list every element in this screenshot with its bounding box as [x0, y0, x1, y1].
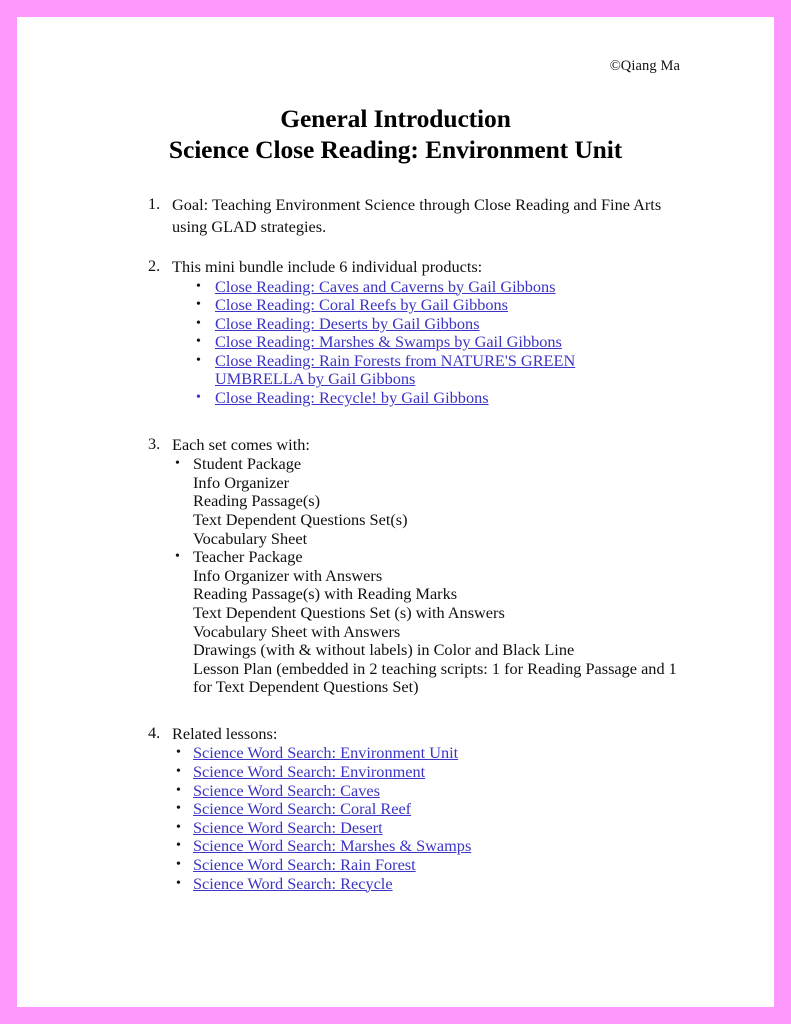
- list-number-3: 3.: [148, 433, 161, 453]
- bullet-icon: •: [196, 315, 201, 331]
- related-lessons-heading: Related lessons:: [172, 723, 278, 743]
- teacher-package-lines: [193, 567, 774, 697]
- list-item[interactable]: [17, 389, 774, 408]
- bullet-icon: •: [176, 875, 181, 891]
- list-item-bundle: [17, 256, 774, 278]
- link-word-search-coral-reef[interactable]: Science Word Search: Coral Reef: [193, 799, 412, 819]
- bundle-heading: This mini bundle include 6 individual products:: [172, 257, 483, 276]
- teacher-package-title: Teacher Package: [193, 547, 303, 567]
- list-number-4: 4.: [148, 722, 161, 742]
- list-item-related-lessons: [17, 723, 774, 745]
- link-close-reading-caves[interactable]: Close Reading: Caves and Caverns by Gail Gibbons: [215, 276, 556, 296]
- link-close-reading-coral-reefs[interactable]: Close Reading: Coral Reefs by Gail Gibbons: [215, 295, 509, 315]
- spacer: [17, 237, 774, 256]
- list-item[interactable]: [17, 837, 774, 856]
- goal-text: Goal: Teaching Environment Science through Close Reading and Fine Arts using GLAD strategies.: [172, 195, 662, 236]
- bullet-icon: •: [175, 456, 180, 472]
- document-content: [17, 194, 774, 893]
- bullet-icon: •: [175, 549, 180, 565]
- bullet-icon: •: [176, 782, 181, 798]
- list-item[interactable]: [17, 744, 774, 763]
- page-title: [17, 103, 774, 165]
- link-word-search-rain-forest[interactable]: Science Word Search: Rain Forest: [193, 854, 416, 874]
- link-close-reading-recycle[interactable]: Close Reading: Recycle! by Gail Gibbons: [215, 388, 489, 408]
- list-item-goal: [17, 194, 774, 237]
- package-line: Vocabulary Sheet: [193, 528, 308, 548]
- spacer: [17, 697, 774, 723]
- list-item: [17, 455, 774, 548]
- link-close-reading-rain-forests[interactable]: Close Reading: Rain Forests from NATURE'S GREEN UMBRELLA by Gail Gibbons: [215, 350, 576, 389]
- bullet-icon: •: [196, 352, 201, 368]
- copyright-notice: ©Qiang Ma: [609, 58, 680, 74]
- list-item[interactable]: [17, 352, 774, 389]
- package-line: Info Organizer with Answers: [193, 565, 383, 585]
- list-item[interactable]: [17, 800, 774, 819]
- list-item[interactable]: [17, 819, 774, 838]
- package-line: Reading Passage(s) with Reading Marks: [193, 584, 458, 604]
- bullet-icon: •: [196, 334, 201, 350]
- list-item-set-contents: [17, 434, 774, 456]
- link-word-search-recycle[interactable]: Science Word Search: Recycle: [193, 873, 393, 893]
- student-package-lines: [193, 474, 774, 548]
- document-page: [17, 17, 774, 1007]
- title-line-1: General Introduction: [280, 104, 511, 133]
- link-word-search-environment-unit[interactable]: Science Word Search: Environment Unit: [193, 743, 459, 763]
- link-word-search-caves[interactable]: Science Word Search: Caves: [193, 780, 380, 800]
- set-contents-heading: Each set comes with:: [172, 434, 310, 454]
- bullet-icon: •: [176, 838, 181, 854]
- list-item[interactable]: [17, 333, 774, 352]
- link-close-reading-deserts[interactable]: Close Reading: Deserts by Gail Gibbons: [215, 313, 480, 333]
- list-item[interactable]: [17, 296, 774, 315]
- link-word-search-marshes-swamps[interactable]: Science Word Search: Marshes & Swamps: [193, 836, 472, 856]
- link-close-reading-marshes-swamps[interactable]: Close Reading: Marshes & Swamps by Gail Gibbons: [215, 332, 562, 352]
- close-reading-link-list: [17, 278, 774, 408]
- list-item[interactable]: [17, 875, 774, 894]
- package-list: [17, 455, 774, 697]
- list-number-2: 2.: [148, 256, 161, 275]
- package-line: Lesson Plan (embedded in 2 teaching scripts: 1 for Reading Passage and 1 for Text Dependent Questions Set): [193, 658, 677, 697]
- student-package-title: Student Package: [193, 454, 302, 474]
- package-line: Text Dependent Questions Set (s) with Answers: [193, 602, 505, 622]
- bullet-icon: •: [176, 745, 181, 761]
- list-number-1: 1.: [148, 194, 161, 213]
- title-line-2: Science Close Reading: Environment Unit: [168, 135, 623, 164]
- document-body: [17, 17, 774, 1007]
- bullet-icon: •: [176, 801, 181, 817]
- package-line: Vocabulary Sheet with Answers: [193, 621, 401, 641]
- list-item: [17, 548, 774, 697]
- bullet-icon: •: [176, 763, 181, 779]
- link-word-search-desert[interactable]: Science Word Search: Desert: [193, 817, 383, 837]
- list-item[interactable]: [17, 856, 774, 875]
- package-line: Drawings (with & without labels) in Color and Black Line: [193, 640, 575, 660]
- list-item[interactable]: [17, 782, 774, 801]
- package-line: Reading Passage(s): [193, 491, 321, 511]
- bullet-icon: •: [196, 278, 201, 294]
- bullet-icon: •: [196, 297, 201, 313]
- package-line: Text Dependent Questions Set(s): [193, 509, 408, 529]
- list-item[interactable]: [17, 278, 774, 297]
- word-search-link-list: [17, 744, 774, 893]
- spacer: [17, 408, 774, 434]
- bullet-icon: •: [176, 819, 181, 835]
- package-line: Info Organizer: [193, 472, 289, 492]
- bullet-icon: •: [196, 390, 201, 406]
- list-item[interactable]: [17, 315, 774, 334]
- list-item[interactable]: [17, 763, 774, 782]
- bullet-icon: •: [176, 856, 181, 872]
- link-word-search-environment[interactable]: Science Word Search: Environment: [193, 761, 426, 781]
